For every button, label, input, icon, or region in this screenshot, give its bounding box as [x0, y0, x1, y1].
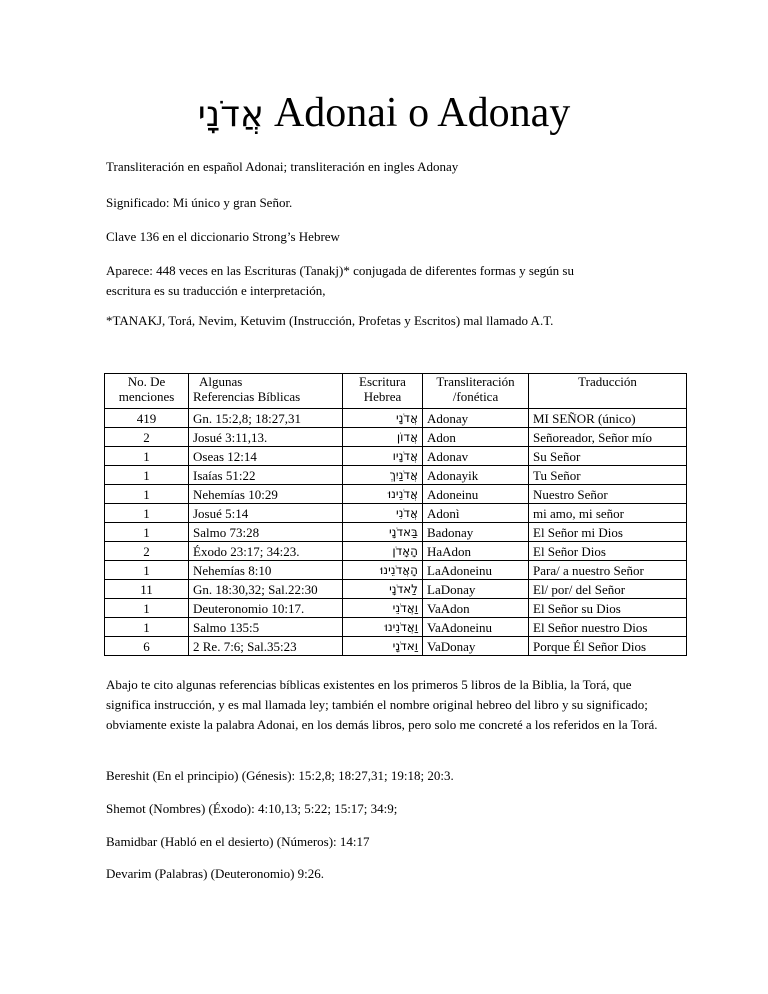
mentions-cell: 2	[105, 428, 189, 447]
hebrew-script-cell: הָאָדֹן	[343, 542, 423, 561]
table-row	[105, 523, 687, 542]
translation-cell: El Señor Dios	[529, 542, 687, 561]
table-header-row	[105, 374, 687, 409]
transliteration-cell: Adon	[423, 428, 529, 447]
transliteration-cell: VaAdon	[423, 599, 529, 618]
table-row	[105, 618, 687, 637]
hebrew-script-cell: אֲדֹנַיִךְ	[343, 466, 423, 485]
transliteration-cell: VaDonay	[423, 637, 529, 656]
bamidbar-line: Bamidbar (Habló en el desierto) (Números): 14:17	[106, 834, 370, 849]
mentions-cell: 6	[105, 637, 189, 656]
header-references: Algunas Referencias Bíblicas	[189, 374, 343, 409]
translation-cell: Nuestro Señor	[529, 485, 687, 504]
hebrew-script-cell: אֲדוֹן	[343, 428, 423, 447]
translation-cell: El Señor mi Dios	[529, 523, 687, 542]
references-cell: Salmo 73:28	[189, 523, 343, 542]
translation-cell: El Señor nuestro Dios	[529, 618, 687, 637]
hebrew-script-cell: אֲדֹנִי	[343, 504, 423, 523]
title-text: Adonai o Adonay	[273, 90, 571, 136]
translation-cell: Porque Él Señor Dios	[529, 637, 687, 656]
translation-cell: mi amo, mi señor	[529, 504, 687, 523]
table-row	[105, 504, 687, 523]
transliteration-cell: Adoneinu	[423, 485, 529, 504]
meaning-line: Significado: Mi único y gran Señor.	[106, 195, 293, 210]
table-row	[105, 637, 687, 656]
tanakj-note: *TANAKJ, Torá, Nevim, Ketuvim (Instrucción, Profetas y Escritos) mal llamado A.T.	[106, 313, 554, 328]
hebrew-script-cell: לַאדֹנָי	[343, 580, 423, 599]
transliteration-cell: Adonì	[423, 504, 529, 523]
hebrew-script-cell: וַאדֹנָי	[343, 637, 423, 656]
title-hebrew: אֲדֹנָי	[197, 94, 264, 135]
references-cell: Nehemías 10:29	[189, 485, 343, 504]
transliteration-cell: Adonayik	[423, 466, 529, 485]
translation-cell: MI SEÑOR (único)	[529, 409, 687, 428]
table-row	[105, 447, 687, 466]
table-row	[105, 542, 687, 561]
transliteration-cell: LaDonay	[423, 580, 529, 599]
mentions-cell: 1	[105, 618, 189, 637]
hebrew-script-cell: בַּאדֹנָי	[343, 523, 423, 542]
hebrew-script-cell: אֲדֹנָי	[343, 409, 423, 428]
table-row	[105, 409, 687, 428]
bereshit-line: Bereshit (En el principio) (Génesis): 15:2,8; 18:27,31; 19:18; 20:3.	[106, 768, 454, 783]
references-cell: Nehemías 8:10	[189, 561, 343, 580]
header-mentions: No. De menciones	[105, 374, 189, 409]
translation-cell: Para/ a nuestro Señor	[529, 561, 687, 580]
mentions-cell: 1	[105, 523, 189, 542]
header-hebrew-script: Escritura Hebrea	[343, 374, 423, 409]
mentions-cell: 1	[105, 485, 189, 504]
references-cell: Gn. 18:30,32; Sal.22:30	[189, 580, 343, 599]
appears-line-2: escritura es su traducción e interpretación,	[106, 283, 326, 298]
hebrew-script-cell: וַאֲדֹנֵינוּ	[343, 618, 423, 637]
hebrew-script-cell: אֲדֹנֵינוּ	[343, 485, 423, 504]
table-row	[105, 580, 687, 599]
references-cell: 2 Re. 7:6; Sal.35:23	[189, 637, 343, 656]
table-row	[105, 599, 687, 618]
translation-cell: Su Señor	[529, 447, 687, 466]
table-row	[105, 561, 687, 580]
transliteration-cell: Adonay	[423, 409, 529, 428]
table-row	[105, 466, 687, 485]
transliteration-cell: HaAdon	[423, 542, 529, 561]
table-row	[105, 485, 687, 504]
appears-line-1: Aparece: 448 veces en las Escrituras (Tanakj)* conjugada de diferentes formas y según su	[106, 263, 574, 278]
transliteration-cell: LaAdoneinu	[423, 561, 529, 580]
references-cell: Oseas 12:14	[189, 447, 343, 466]
hebrew-script-cell: וַאֲדֹנֵי	[343, 599, 423, 618]
references-cell: Éxodo 23:17; 34:23.	[189, 542, 343, 561]
strongs-line: Clave 136 en el diccionario Strong’s Hebrew	[106, 229, 340, 244]
mentions-cell: 1	[105, 561, 189, 580]
shemot-line: Shemot (Nombres) (Éxodo): 4:10,13; 5:22; 15:17; 34:9;	[106, 801, 398, 816]
page-title	[0, 88, 768, 140]
references-cell: Salmo 135:5	[189, 618, 343, 637]
references-cell: Josué 3:11,13.	[189, 428, 343, 447]
transliteration-cell: VaAdoneinu	[423, 618, 529, 637]
hebrew-script-cell: אֲדֹנָיו	[343, 447, 423, 466]
references-cell: Isaías 51:22	[189, 466, 343, 485]
header-transliteration: Transliteración /fonética	[423, 374, 529, 409]
mentions-cell: 419	[105, 409, 189, 428]
transliteration-line: Transliteración en español Adonai; transliteración en ingles Adonay	[106, 159, 459, 174]
mentions-cell: 1	[105, 504, 189, 523]
references-cell: Josué 5:14	[189, 504, 343, 523]
mentions-cell: 11	[105, 580, 189, 599]
header-translation: Traducción	[529, 374, 687, 409]
translation-cell: Señoreador, Señor mío	[529, 428, 687, 447]
translation-cell: El/ por/ del Señor	[529, 580, 687, 599]
body-paragraph: Abajo te cito algunas referencias bíblicas existentes en los primeros 5 libros de la Biblia, la Torá, que significa instrucción, y es mal llamada ley; también el nombre original hebreo del libro y su significado; obviamente existe la palabra Adonai, en los demás libros, pero solo me concreté a los referidos en la Torá.	[106, 677, 658, 732]
mentions-cell: 1	[105, 599, 189, 618]
mentions-cell: 1	[105, 447, 189, 466]
transliteration-cell: Badonay	[423, 523, 529, 542]
hebrew-script-cell: הָאֲדֹנֵינוּ	[343, 561, 423, 580]
table-row	[105, 428, 687, 447]
references-table	[104, 373, 687, 656]
translation-cell: Tu Señor	[529, 466, 687, 485]
references-cell: Gn. 15:2,8; 18:27,31	[189, 409, 343, 428]
mentions-cell: 2	[105, 542, 189, 561]
mentions-cell: 1	[105, 466, 189, 485]
devarim-line: Devarim (Palabras) (Deuteronomio) 9:26.	[106, 866, 325, 881]
translation-cell: El Señor su Dios	[529, 599, 687, 618]
transliteration-cell: Adonav	[423, 447, 529, 466]
references-cell: Deuteronomio 10:17.	[189, 599, 343, 618]
